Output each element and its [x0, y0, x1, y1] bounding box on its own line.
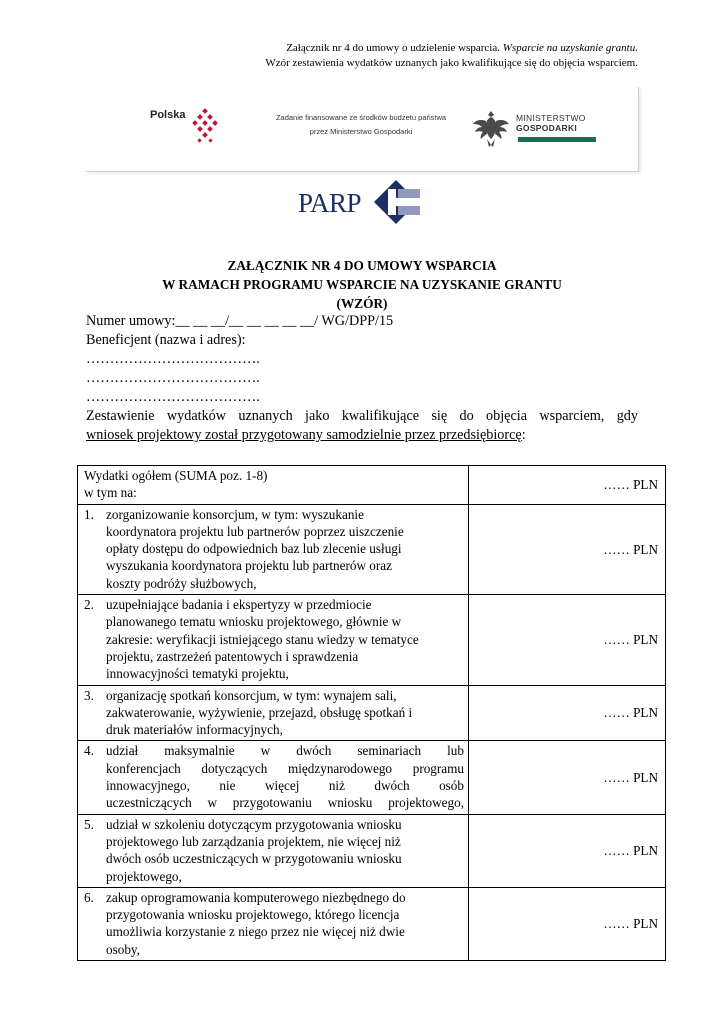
expense-amount-5: …… PLN: [469, 814, 666, 887]
contract-number-field: Numer umowy:__ __ __/__ __ __ __ __/ WG/DPP/15: [86, 313, 394, 329]
expense-item-6: 6. zakup oprogramowania komputerowego niezbędnego do przygotowania wniosku projektowego, którego licencja umożliwia korzystanie z niego przez nie więcej niż dwie osoby,: [78, 887, 469, 960]
expense-amount-3: …… PLN: [469, 685, 666, 741]
expense-item-2: 2. uzupełniające badania i ekspertyzy w przedmiocie planowanego tematu wniosku projektowego, głównie w zakresie: weryfikacji istniejącego stanu wiedzy w tematyce projektu, zastrzeżeń patentowych i sprawdzenia innowacyjności tematyki projektu,: [78, 595, 469, 685]
form-header: [86, 312, 638, 445]
expense-item-4: 4. udział maksymalnie w dwóch seminariach lub konferencjach dotyczących międzynarodowego programu innowacyjnego, nie więcej niż dwóch osób uczestniczących w przygotowaniu wniosku projektowego,: [78, 741, 469, 814]
expense-item-3: 3. organizację spotkań konsorcjum, w tym: wynajem sali, zakwaterowanie, wyżywienie, przejazd, obsługę spotkań i druk materiałów informacyjnych,: [78, 685, 469, 741]
expense-amount-4: …… PLN: [469, 741, 666, 814]
beneficiary-line-1: ……………………………….: [86, 351, 260, 367]
parp-logo-text: PARP: [298, 188, 362, 218]
table-row: [78, 504, 666, 594]
ministry-logo-bar: [518, 137, 596, 142]
eagle-emblem-icon: [471, 107, 511, 151]
polska-logo-text: Polska: [150, 109, 186, 121]
beneficiary-label: Beneficjent (nazwa i adres):: [86, 332, 246, 348]
table-row: [78, 887, 666, 960]
table-row: [78, 814, 666, 887]
table-row: [78, 595, 666, 685]
summary-intro: Zestawienie wydatków uznanych jako kwalifikujące się do objęcia wsparciem, gdy: [86, 408, 638, 424]
attachment-header: [265, 41, 638, 71]
table-row: [78, 741, 666, 814]
table-row-total: [78, 466, 666, 505]
expense-item-1: 1. zorganizowanie konsorcjum, w tym: wyszukanie koordynatora projektu lub partnerów poprzez uiszczenie opłaty dostępu do odpowiednich baz lub zlecenie usługi wyszukania koordynatora projektu lub partnerów oraz koszty podróży służbowych,: [78, 504, 469, 594]
total-label: Wydatki ogółem (SUMA poz. 1-8) w tym na:: [78, 466, 469, 505]
funding-note: Zadanie finansowane ze środków budżetu państwa przez Ministerstwo Gospodarki: [275, 113, 447, 136]
expense-item-5: 5. udział w szkoleniu dotyczącym przygotowania wniosku projektowego lub zarządzania projektem, nie więcej niż dwóch osób uczestniczących w przygotowaniu wniosku projektowego,: [78, 814, 469, 887]
parp-logo: [298, 178, 428, 226]
expense-amount-6: …… PLN: [469, 887, 666, 960]
document-title: ZAŁĄCZNIK NR 4 DO UMOWY WSPARCIA W RAMACH PROGRAMU WSPARCIE NA UZYSKANIE GRANTU (WZÓR): [162, 258, 562, 311]
summary-condition: wniosek projektowy został przygotowany samodzielnie przez przedsiębiorcę:: [86, 427, 526, 443]
beneficiary-line-2: ……………………………….: [86, 370, 260, 386]
table-row: [78, 685, 666, 741]
expenses-table: [77, 465, 666, 961]
expense-amount-1: …… PLN: [469, 504, 666, 594]
attachment-header-line1: Załącznik nr 4 do umowy o udzielenie wsparcia. Wsparcie na uzyskanie grantu.: [286, 42, 638, 54]
total-amount: …… PLN: [469, 466, 666, 505]
beneficiary-line-3: ……………………………….: [86, 389, 260, 405]
polska-logo-icon: [190, 107, 220, 147]
ministry-logo-text: MINISTERSTWO GOSPODARKI: [516, 113, 586, 133]
parp-logo-icon: [374, 180, 426, 224]
funding-banner: [86, 87, 639, 172]
expense-amount-2: …… PLN: [469, 595, 666, 685]
attachment-header-line2: Wzór zestawienia wydatków uznanych jako kwalifikujące się do objęcia wsparciem.: [265, 57, 638, 69]
